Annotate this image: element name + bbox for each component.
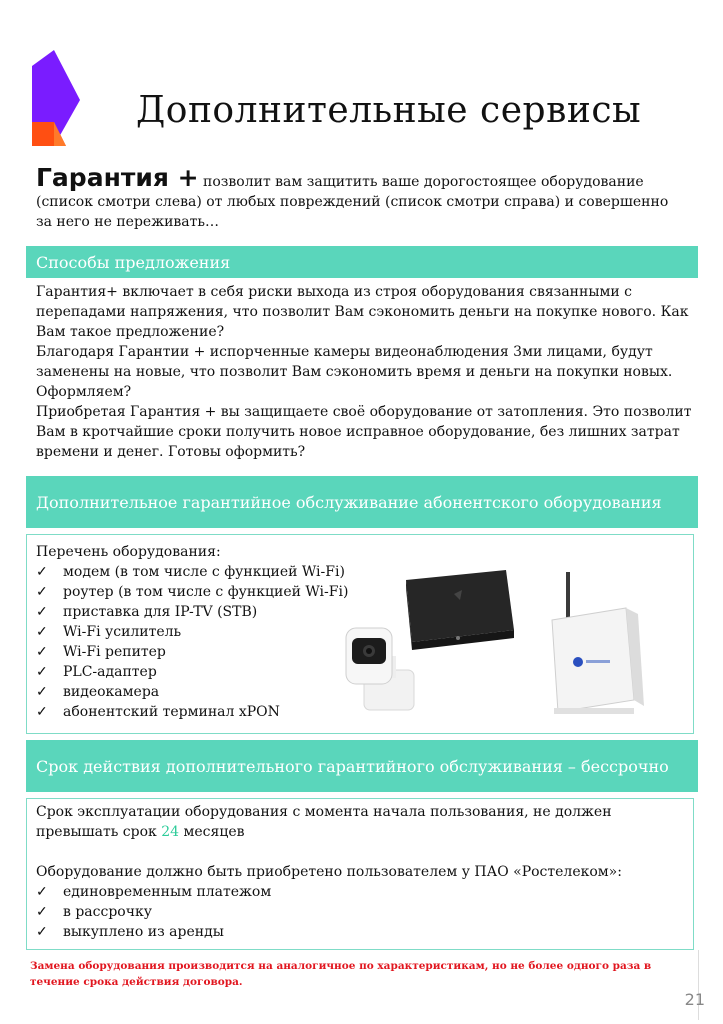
page-number: 21 bbox=[684, 990, 705, 1009]
check-icon: ✓ bbox=[36, 664, 48, 680]
offers-line-1: Гарантия+ включает в себя риски выхода из строя оборудования связанными с перепадами напряжения, что позволит Вам сэкономить деньги на покупке нового. Как Вам такое предложение? bbox=[36, 284, 689, 340]
offers-line-3: Приобретая Гарантия + вы защищаете своё оборудование от затопления. Это позволит Вам в кротчайшие сроки получить новое исправное оборудование, без лишних затрат времени и денег. Готовы оформить? bbox=[36, 404, 692, 460]
list-item: ✓ Wi-Fi усилитель bbox=[36, 624, 182, 640]
intro-brand: Гарантия + bbox=[36, 163, 199, 192]
offers-heading-text: Способы предложения bbox=[36, 252, 231, 272]
list-item: ✓ видеокамера bbox=[36, 684, 160, 700]
list-item: ✓ роутер (в том числе с функцией Wi-Fi) bbox=[36, 584, 349, 600]
check-icon: ✓ bbox=[36, 584, 48, 600]
equipment-heading bbox=[26, 476, 698, 528]
check-icon: ✓ bbox=[36, 684, 48, 700]
equipment-heading-text: Дополнительное гарантийное обслуживание абонентского оборудования bbox=[36, 492, 662, 512]
months-value: 24 bbox=[161, 824, 180, 840]
check-icon: ✓ bbox=[36, 924, 48, 940]
check-icon: ✓ bbox=[36, 644, 48, 660]
wifi-router-icon bbox=[552, 572, 644, 714]
list-item: ✓ в рассрочку bbox=[36, 904, 152, 920]
list-item: ✓ Wi-Fi репитер bbox=[36, 644, 166, 660]
rostelecom-logo-icon bbox=[32, 50, 84, 146]
list-item: ✓ PLC-адаптер bbox=[36, 664, 157, 680]
check-icon: ✓ bbox=[36, 704, 48, 720]
list-item: ✓ абонентский терминал xPON bbox=[36, 704, 280, 720]
intro-text: позволит вам защитить ваше дорогостоящее оборудование (список смотри слева) от любых повреждений (список смотри справа) и совершенно за него не переживать… bbox=[36, 174, 669, 230]
video-camera-icon bbox=[338, 628, 414, 710]
term-items bbox=[36, 882, 676, 942]
term-line-1: Срок эксплуатации оборудования с момента начала пользования, не должен превышать срок 24 месяцев bbox=[36, 804, 612, 840]
term-heading-text: Срок действия дополнительного гарантийного обслуживания – бессрочно bbox=[36, 756, 669, 776]
page-title: Дополнительные сервисы bbox=[136, 90, 642, 131]
set-top-box-icon bbox=[406, 570, 514, 650]
offers-line-2: Благодаря Гарантии + испорченные камеры видеонаблюдения 3ми лицами, будут заменены на новые, что позволит Вам сэкономить время и деньги на покупки новых. Оформляем? bbox=[36, 344, 673, 400]
term-line-2: Оборудование должно быть приобретено пользователем у ПАО «Ростелеком»: bbox=[36, 864, 622, 880]
check-icon: ✓ bbox=[36, 904, 48, 920]
footnote: Замена оборудования производится на аналогичное по характеристикам, но не более одного раза в течение срока действия договора. bbox=[30, 960, 652, 988]
check-icon: ✓ bbox=[36, 564, 48, 580]
check-icon: ✓ bbox=[36, 604, 48, 620]
equipment-illustrations bbox=[326, 560, 686, 720]
offers-text bbox=[36, 282, 704, 462]
list-item: ✓ приставка для IP-TV (STB) bbox=[36, 604, 258, 620]
equipment-items bbox=[36, 562, 376, 722]
term-heading bbox=[26, 740, 698, 792]
equipment-list-title: Перечень оборудования: bbox=[36, 544, 221, 560]
list-item: ✓ модем (в том числе с функцией Wi-Fi) bbox=[36, 564, 345, 580]
equipment-list bbox=[36, 542, 376, 722]
list-item: ✓ единовременным платежом bbox=[36, 884, 272, 900]
check-icon: ✓ bbox=[36, 884, 48, 900]
divider bbox=[698, 950, 699, 1020]
intro-paragraph bbox=[36, 163, 686, 232]
term-text bbox=[36, 802, 676, 942]
offers-heading bbox=[26, 246, 698, 278]
check-icon: ✓ bbox=[36, 624, 48, 640]
list-item: ✓ выкуплено из аренды bbox=[36, 924, 224, 940]
